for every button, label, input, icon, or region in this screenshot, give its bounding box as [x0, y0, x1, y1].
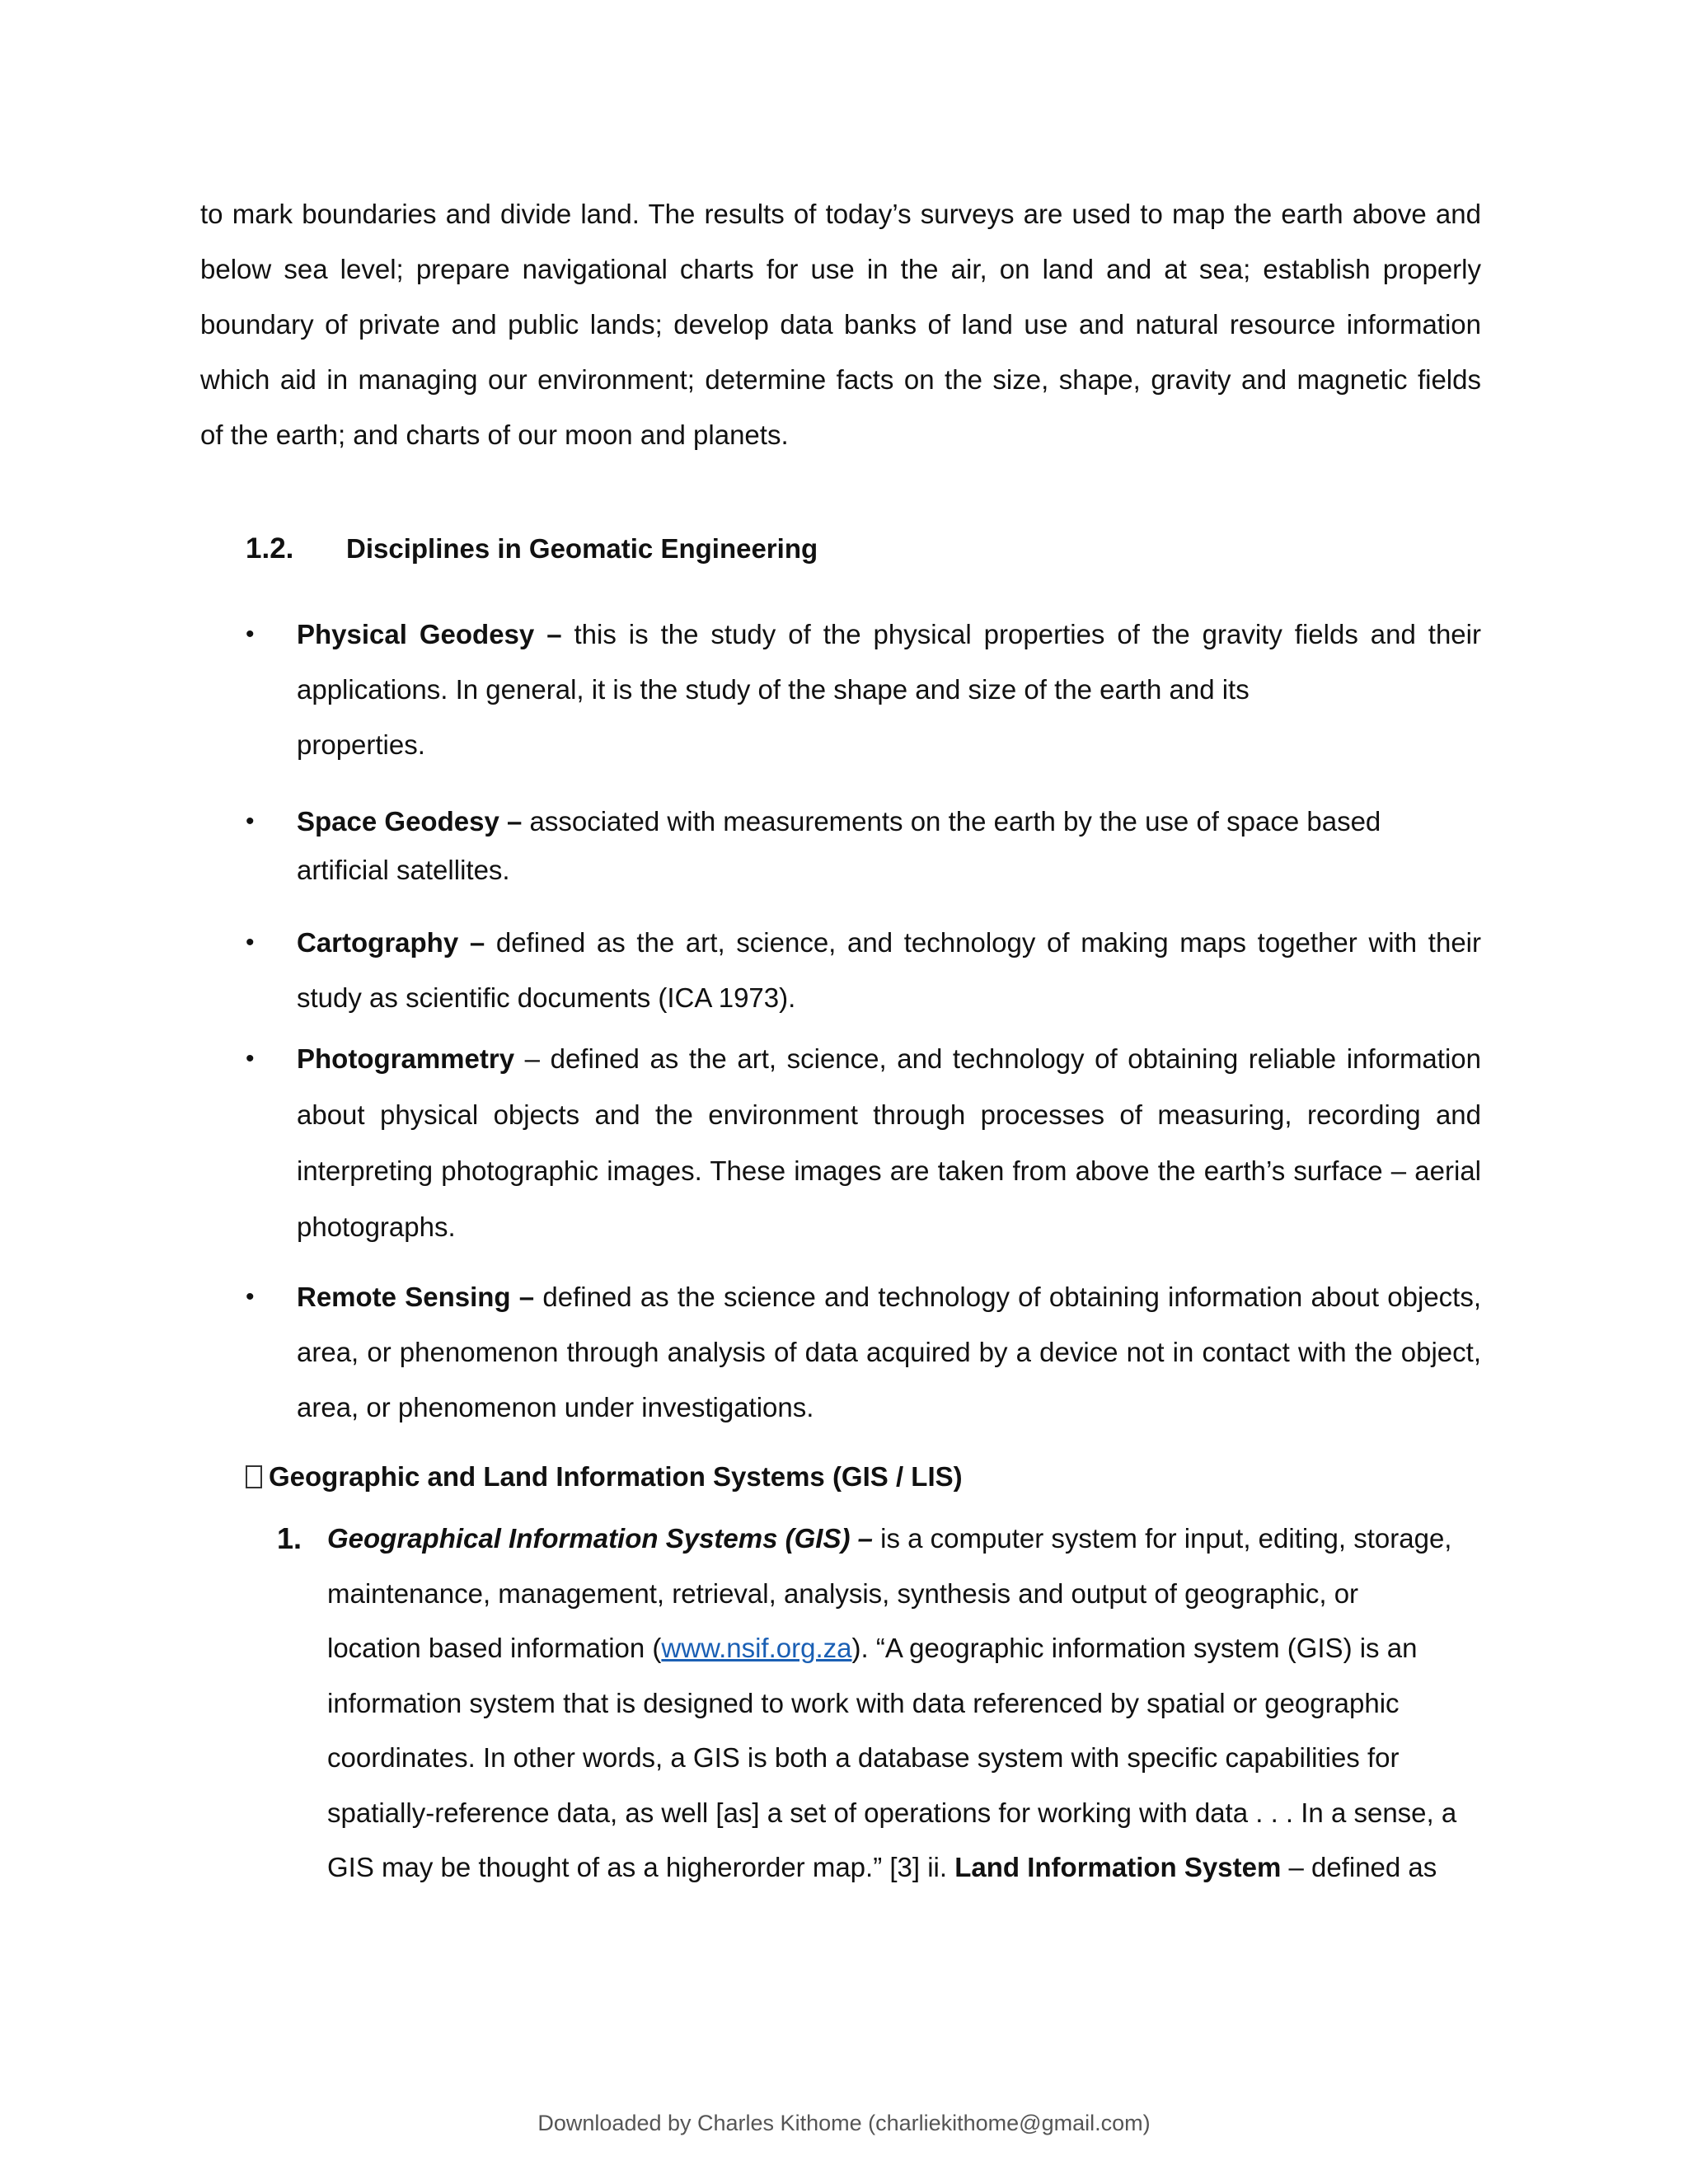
item-term-lis: Land Information System — [954, 1852, 1282, 1882]
bullet-text: associated with measurements on the earth by the use of space based — [522, 806, 1381, 837]
bullet-term: Space Geodesy – — [297, 806, 523, 837]
nsif-link[interactable]: www.nsif.org.za — [661, 1633, 852, 1663]
subheading — [246, 1455, 963, 1498]
bullet-icon: • — [246, 808, 255, 835]
item-term: Geographical Information Systems (GIS) – — [327, 1523, 873, 1554]
item-text: – defined as — [1281, 1852, 1437, 1882]
item-text: GIS may be thought of as a higherorder map.” [3] ii. — [327, 1852, 955, 1882]
item-text: is a computer system for input, editing, storage, — [872, 1523, 1452, 1554]
section-number: 1.2. — [246, 532, 294, 565]
bullet-icon: • — [246, 1283, 255, 1310]
bullet-text: area, or phenomenon under investigations. — [297, 1392, 814, 1422]
list-item-photogrammetry — [246, 1031, 1481, 1255]
item-text: ). “A geographic information system (GIS) is an — [851, 1633, 1418, 1663]
item-number: 1. — [277, 1521, 302, 1555]
bullet-text: defined as the science and technology of obtaining information about objects, — [534, 1282, 1482, 1312]
bullet-term: Photogrammetry — [297, 1043, 515, 1074]
section-title: Disciplines in Geomatic Engineering — [346, 533, 818, 564]
bullet-text: study as scientific documents (ICA 1973). — [297, 982, 796, 1013]
subheading-text: Geographic and Land Information Systems (GIS / LIS) — [269, 1461, 963, 1492]
bullet-text: properties. — [297, 729, 425, 760]
intro-line: to mark boundaries and divide land. The results of today’s surveys are used to map the earth above and — [200, 199, 1481, 229]
list-item-cartography — [246, 915, 1481, 1025]
bullet-text: interpreting photographic images. These images are taken from above the earth’s surface – aerial — [297, 1155, 1481, 1186]
list-item-space-geodesy — [246, 797, 1481, 894]
bullet-text: artificial satellites. — [297, 855, 510, 885]
intro-line: which aid in managing our environment; determine facts on the size, shape, gravity and magnetic fields — [200, 364, 1481, 395]
intro-paragraph — [200, 186, 1481, 462]
bullet-text: applications. In general, it is the study of the shape and size of the earth and its — [297, 674, 1250, 705]
list-item-remote-sensing — [246, 1269, 1481, 1435]
bullet-icon: • — [246, 929, 255, 956]
bullet-text: this is the study of the physical properties of the gravity fields and their — [561, 619, 1481, 649]
bullet-term: Remote Sensing – — [297, 1282, 535, 1312]
item-text: information system that is designed to work with data referenced by spatial or geographic — [327, 1687, 1400, 1718]
bullet-term: Physical Geodesy – — [297, 619, 562, 649]
bullet-text: – defined as the art, science, and technology of obtaining reliable information — [514, 1043, 1481, 1074]
bullet-text: about physical objects and the environment through processes of measuring, recording and — [297, 1099, 1481, 1130]
section-heading — [246, 527, 818, 570]
bullet-text: area, or phenomenon through analysis of data acquired by a device not in contact with the object, — [297, 1337, 1481, 1367]
intro-line: boundary of private and public lands; develop data banks of land use and natural resource information — [200, 309, 1481, 340]
intro-line: of the earth; and charts of our moon and planets. — [200, 419, 789, 450]
bullet-text: defined as the art, science, and technology of making maps together with their — [485, 927, 1482, 958]
download-footer: Downloaded by Charles Kithome (charliekithome@gmail.com) — [537, 2111, 1151, 2135]
numbered-item-gis — [277, 1511, 1481, 1896]
bullet-icon: • — [246, 1045, 255, 1072]
list-item-physical-geodesy — [246, 607, 1481, 772]
item-text: coordinates. In other words, a GIS is both a database system with specific capabilities for — [327, 1742, 1400, 1773]
item-text: spatially-reference data, as well [as] a set of operations for working with data . . . In a sense, a — [327, 1797, 1457, 1828]
intro-line: below sea level; prepare navigational charts for use in the air, on land and at sea; establish properly — [200, 254, 1481, 284]
bullet-icon: • — [246, 621, 255, 648]
item-text: maintenance, management, retrieval, analysis, synthesis and output of geographic, or — [327, 1577, 1359, 1609]
missing-glyph-icon — [246, 1465, 262, 1488]
bullet-term: Cartography – — [297, 927, 485, 958]
item-text: location based information ( — [327, 1633, 662, 1663]
bullet-text: photographs. — [297, 1212, 456, 1242]
